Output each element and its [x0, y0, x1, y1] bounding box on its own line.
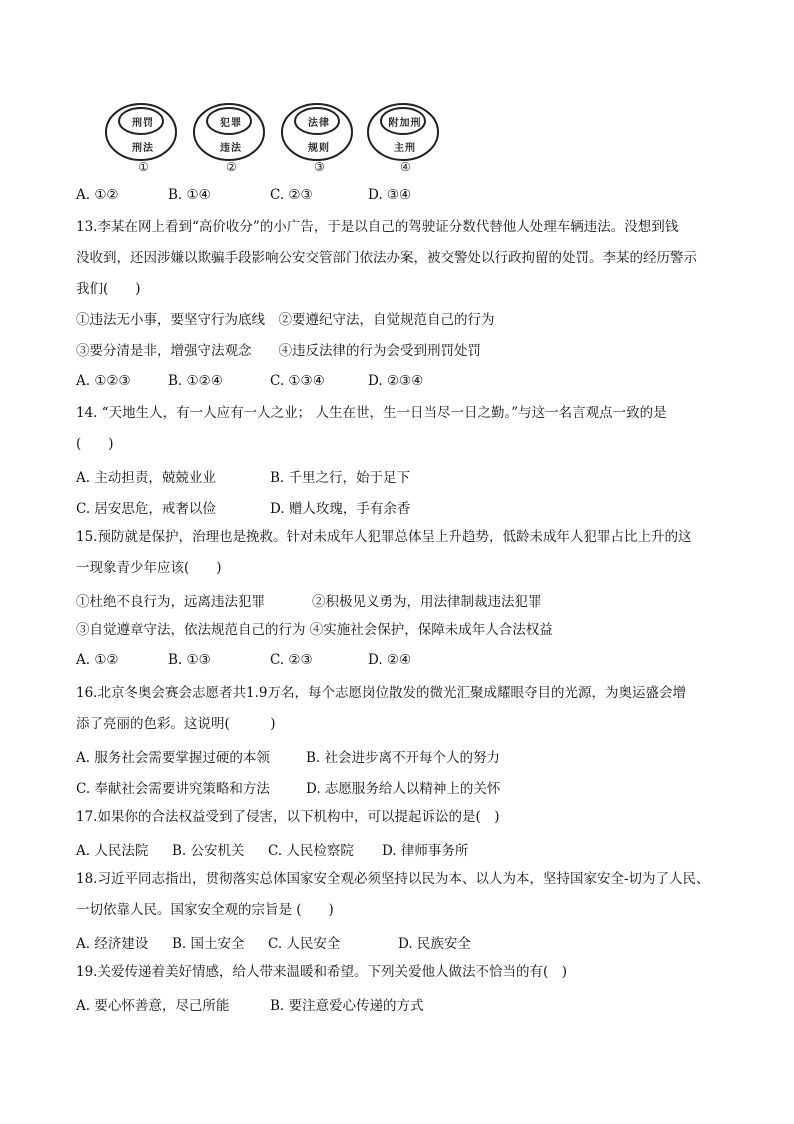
venn-figure-1	[104, 102, 182, 178]
q14-option-a: A. 主动担责，兢兢业业	[76, 470, 216, 486]
q17-option-a: A. 人民法院	[76, 843, 149, 859]
figure-outer-label: 刑法	[132, 143, 154, 154]
q13-option-a: A. ①②③	[76, 373, 131, 389]
q14-stem-line-1: 14. “天地生人，有一人应有一人之业； 人生在世，生一日当尽一日之勤。”与这一名言观点一致的是	[76, 405, 667, 421]
q12-option-b: B. ①④	[168, 187, 211, 203]
q15-option-c: C. ②③	[270, 652, 313, 668]
q12-option-c: C. ②③	[270, 187, 313, 203]
figure-inner-label: 犯罪	[220, 118, 242, 129]
q16-stem-line-1: 16.北京冬奥会赛会志愿者共1.9万名，每个志愿岗位散发的微光汇聚成耀眼夺目的光源，为奥运盛会增	[76, 685, 686, 701]
figure-outer-label: 主刑	[394, 143, 416, 154]
q17-option-d: D. 律师事务所	[382, 843, 469, 859]
q19-stem-line-1: 19.关爱传递着美好情感，给人带来温暖和希望。下列关爱他人做法不恰当的有( )	[76, 964, 568, 980]
q16-stem-line-2: 添了亮丽的色彩。这说明( )	[76, 716, 276, 732]
venn-figure-row	[104, 102, 464, 178]
q15-option-d: D. ②④	[368, 652, 412, 668]
q15-option-a: A. ①②	[76, 652, 119, 668]
q19-option-b: B. 要注意爱心传递的方式	[270, 998, 424, 1014]
q16-option-b: B. 社会进步离不开每个人的努力	[306, 750, 501, 766]
q13-item-line-1: ①违法无小事，要坚守行为底线 ②要遵纪守法，自觉规范自己的行为	[76, 312, 495, 328]
figure-number: ④	[400, 160, 412, 174]
venn-figure-4	[366, 102, 444, 178]
figure-inner-label: 法律	[308, 118, 330, 129]
q15-option-b: B. ①③	[168, 652, 211, 668]
q16-option-d: D. 志愿服务给人以精神上的关怀	[306, 781, 501, 797]
q16-option-c: C. 奉献社会需要讲究策略和方法	[76, 781, 270, 797]
q14-option-b: B. 千里之行，始于足下	[270, 470, 411, 486]
q14-option-d: D. 赠人玫瑰，手有余香	[270, 501, 411, 517]
q16-option-a: A. 服务社会需要掌握过硬的本领	[76, 750, 270, 766]
q13-stem-line-2: 没收到，还因涉嫌以欺骗手段影响公安交管部门依法办案，被交警处以行政拘留的处罚。李某的经历警示	[76, 250, 697, 266]
q13-option-b: B. ①②④	[168, 373, 223, 389]
q15-item-2: ②积极见义勇为，用法律制裁违法犯罪	[312, 594, 542, 610]
q15-item-line-3: ③自觉遵章守法，依法规范自己的行为 ④实施社会保护，保障未成年人合法权益	[76, 622, 553, 638]
figure-number: ③	[314, 160, 326, 174]
q13-stem-line-1: 13.李某在网上看到“高价收分”的小广告，于是以自己的驾驶证分数代替他人处理车辆违法。没想到钱	[76, 219, 679, 235]
q18-stem-line-1: 18.习近平同志指出，贯彻落实总体国家安全观必须坚持以民为本、以人为本，坚持国家安全-切为了人民、	[76, 871, 710, 887]
q18-option-b: B. 国土安全	[172, 936, 245, 952]
q15-stem-line-1: 15.预防就是保护，治理也是挽救。针对未成年人犯罪总体呈上升趋势，低龄未成年人犯罪占比上升的这	[76, 529, 692, 545]
figure-outer-label: 规则	[308, 143, 330, 154]
q13-item-line-2: ③要分清是非，增强守法观念 ④违反法律的行为会受到刑罚处罚	[76, 343, 481, 359]
figure-outer-label: 违法	[220, 143, 242, 154]
q12-option-d: D. ③④	[368, 187, 412, 203]
q19-option-a: A. 要心怀善意，尽己所能	[76, 998, 230, 1014]
q13-option-c: C. ①③④	[270, 373, 325, 389]
q18-stem-line-2: 一切依靠人民。国家安全观的宗旨是 ( )	[76, 902, 334, 918]
figure-number: ②	[226, 160, 238, 174]
q17-stem-line-1: 17.如果你的合法权益受到了侵害，以下机构中，可以提起诉讼的是( )	[76, 809, 500, 825]
figure-inner-label: 附加刑	[388, 118, 422, 129]
q14-stem-line-2: ( )	[76, 436, 114, 452]
q17-option-b: B. 公安机关	[172, 843, 245, 859]
q18-option-c: C. 人民安全	[268, 936, 341, 952]
q15-stem-line-2: 一现象青少年应该( )	[76, 560, 222, 576]
q17-option-c: C. 人民检察院	[268, 843, 354, 859]
q15-item-1: ①杜绝不良行为，远离违法犯罪	[76, 594, 265, 610]
q13-stem-line-3: 我们( )	[76, 281, 141, 297]
q14-option-c: C. 居安思危，戒奢以俭	[76, 501, 216, 517]
figure-inner-label: 刑罚	[132, 118, 154, 129]
venn-figure-3	[280, 102, 358, 178]
venn-figure-2	[192, 102, 270, 178]
figure-number: ①	[138, 160, 150, 174]
q12-option-a: A. ①②	[76, 187, 119, 203]
q13-option-d: D. ②③④	[368, 373, 424, 389]
q18-option-d: D. 民族安全	[398, 936, 471, 952]
q18-option-a: A. 经济建设	[76, 936, 149, 952]
